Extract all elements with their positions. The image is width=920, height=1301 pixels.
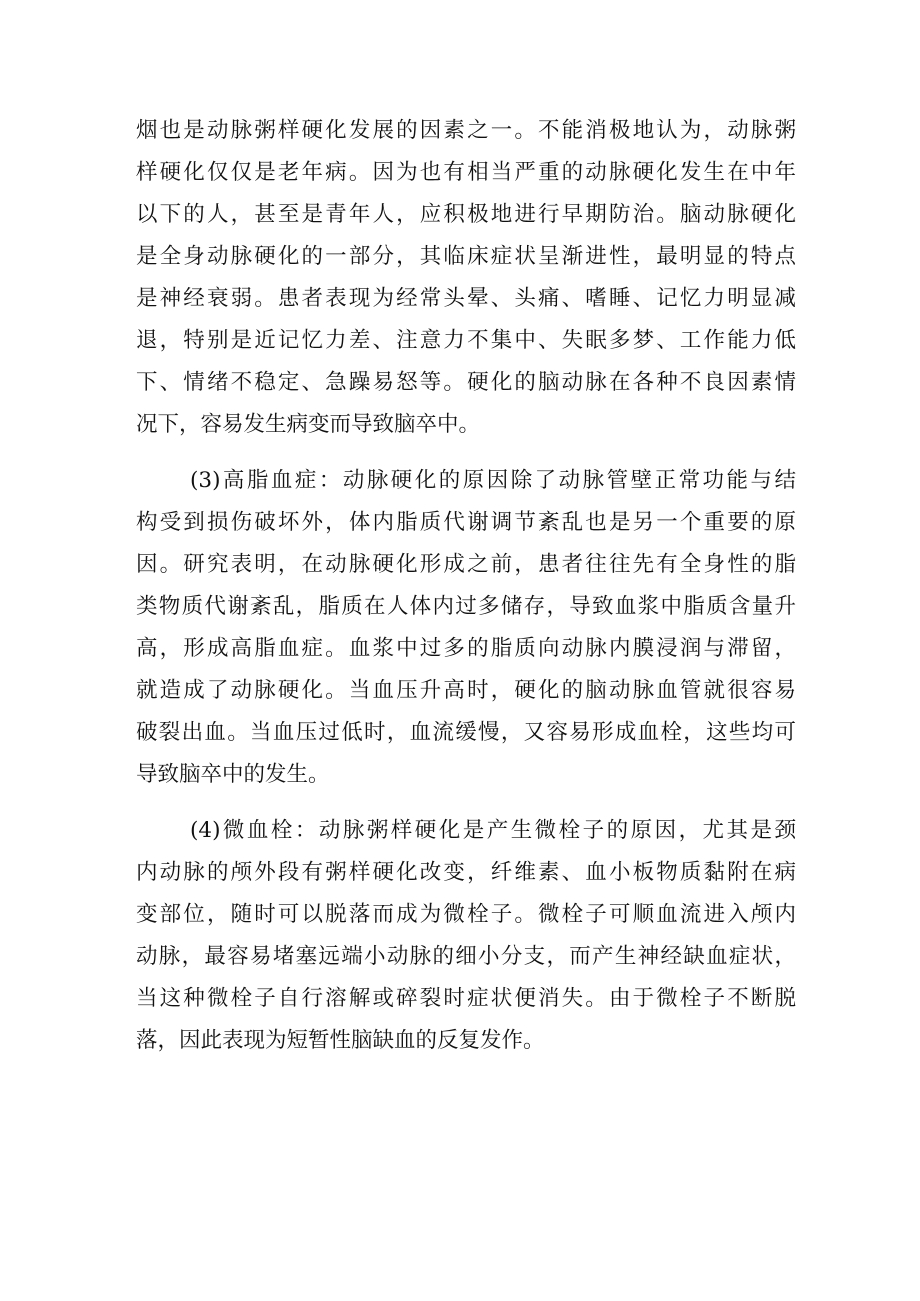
- text-line: 以下的人，甚至是青年人，应积极地进行早期防治。脑动脉硬化: [136, 202, 796, 227]
- text-line: 样硬化仅仅是老年病。因为也有相当严重的动脉硬化发生在中年: [136, 160, 796, 185]
- text-line: 就造成了动脉硬化。当血压升高时，硬化的脑动脉血管就很容易: [136, 678, 796, 703]
- paragraph-hyperlipidemia: [136, 460, 796, 796]
- text-line: 烟也是动脉粥样硬化发展的因素之一。不能消极地认为，动脉粥: [136, 118, 796, 143]
- document-body: [136, 110, 796, 1062]
- text-line: (4)微血栓：动脉粥样硬化是产生微栓子的原因，尤其是颈: [190, 818, 796, 843]
- paragraph-micro-thrombus: [136, 810, 796, 1062]
- text-line: (3)高脂血症：动脉硬化的原因除了动脉管壁正常功能与结: [190, 468, 796, 493]
- paragraph-smoking-atherosclerosis: [136, 110, 796, 446]
- text-line: 是神经衰弱。患者表现为经常头晕、头痛、嗜睡、记忆力明显减: [136, 286, 796, 311]
- text-line: 破裂出血。当血压过低时，血流缓慢，又容易形成血栓，这些均可: [136, 720, 796, 745]
- text-line: 变部位，随时可以脱落而成为微栓子。微栓子可顺血流进入颅内: [136, 902, 796, 927]
- text-line: 高，形成高脂血症。血浆中过多的脂质向动脉内膜浸润与滞留，: [136, 636, 796, 661]
- paragraph-spacer: [136, 446, 796, 460]
- text-line: 下、情绪不稳定、急躁易怒等。硬化的脑动脉在各种不良因素情: [136, 370, 796, 395]
- text-line: 构受到损伤破坏外，体内脂质代谢调节紊乱也是另一个重要的原: [136, 510, 796, 535]
- text-line: 类物质代谢紊乱，脂质在人体内过多储存，导致血浆中脂质含量升: [136, 594, 796, 619]
- text-line: 退，特别是近记忆力差、注意力不集中、失眠多梦、工作能力低: [136, 328, 796, 353]
- text-line: 内动脉的颅外段有粥样硬化改变，纤维素、血小板物质黏附在病: [136, 860, 796, 885]
- text-line: 当这种微栓子自行溶解或碎裂时症状便消失。由于微栓子不断脱: [136, 986, 796, 1011]
- text-line: 况下，容易发生病变而导致脑卒中。: [136, 412, 481, 437]
- text-line: 落，因此表现为短暂性脑缺血的反复发作。: [136, 1028, 545, 1053]
- text-line: 因。研究表明，在动脉硬化形成之前，患者往往先有全身性的脂: [136, 552, 796, 577]
- paragraph-spacer: [136, 796, 796, 810]
- text-line: 是全身动脉硬化的一部分，其临床症状呈渐进性，最明显的特点: [136, 244, 796, 269]
- text-line: 导致脑卒中的发生。: [136, 762, 330, 787]
- text-line: 动脉，最容易堵塞远端小动脉的细小分支，而产生神经缺血症状，: [136, 944, 796, 969]
